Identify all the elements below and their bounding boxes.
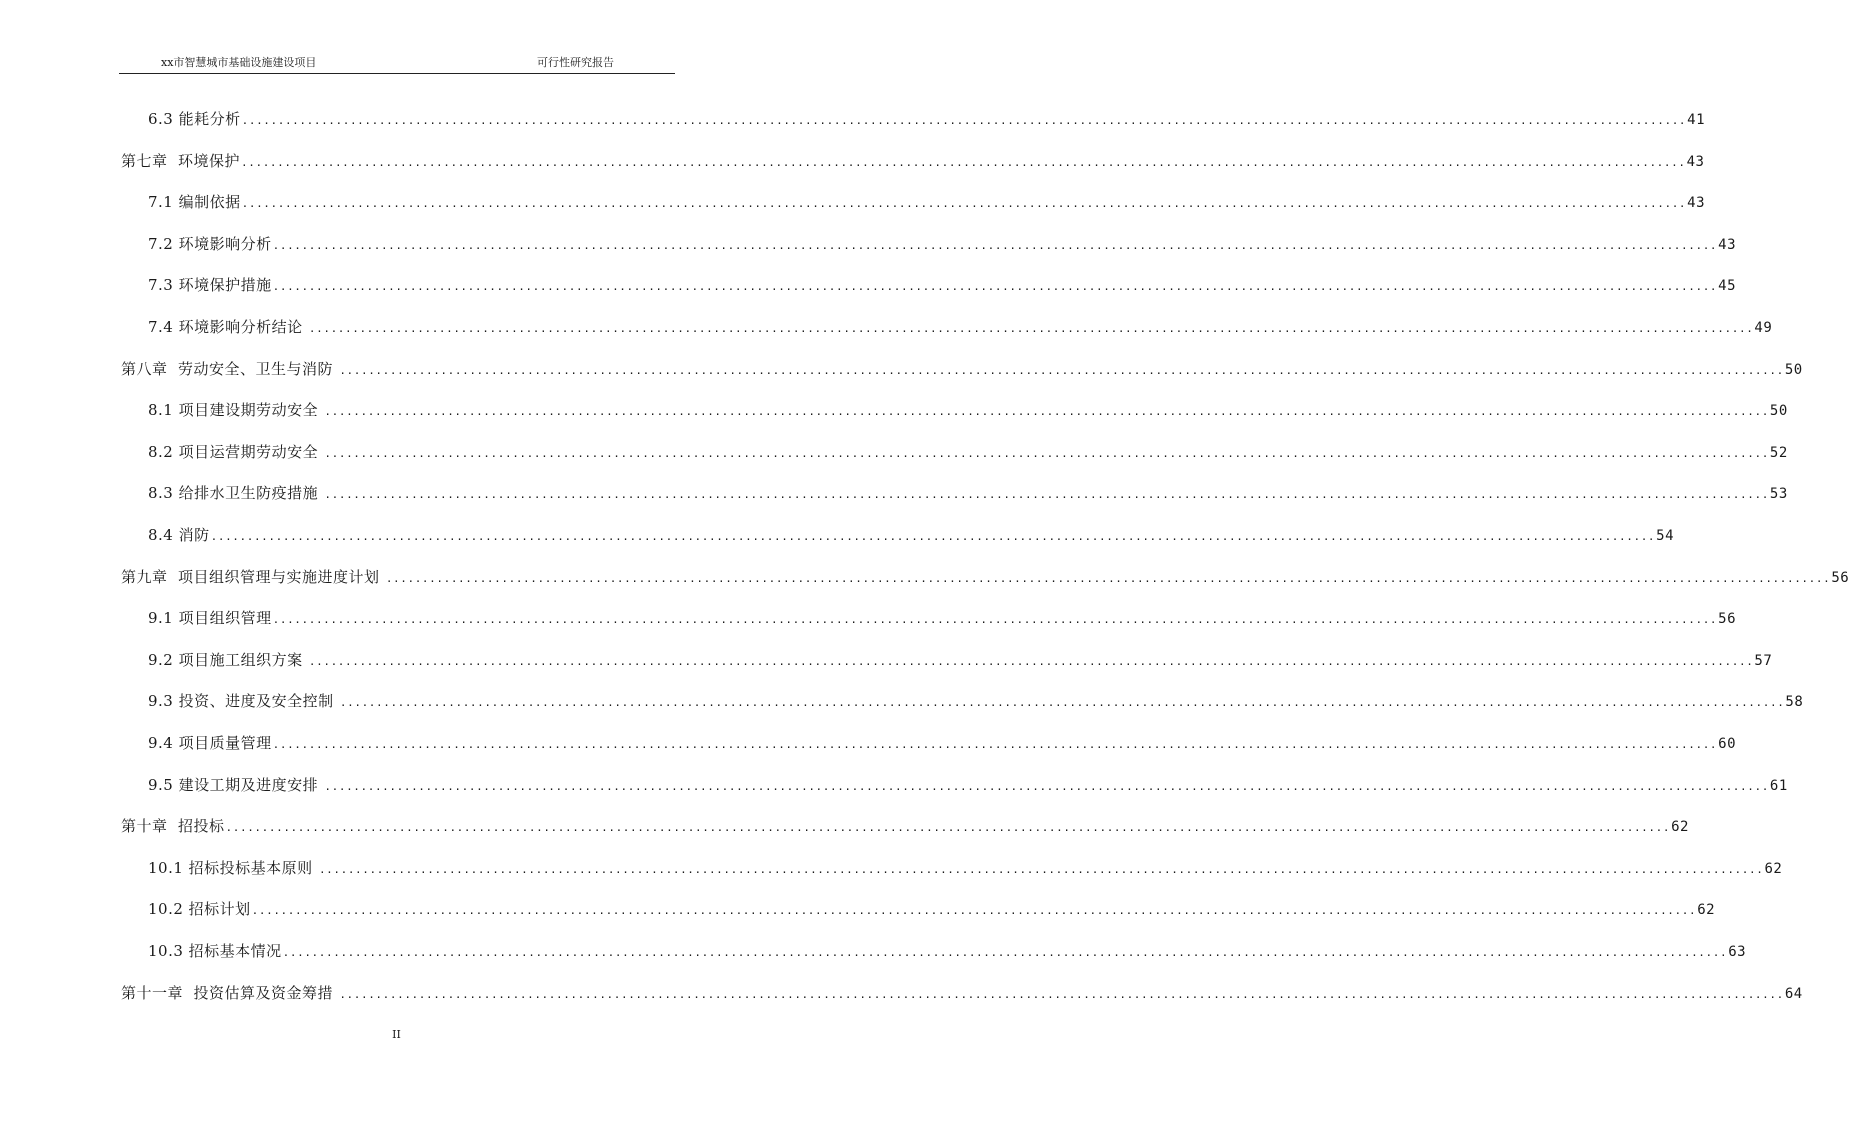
toc-entry-page: 63 — [1728, 944, 1747, 960]
toc-dot-leader: ........................................................................................................................................................................................................ — [324, 780, 1769, 793]
toc-dot-leader: ........................................................................................................................................................................................................ — [308, 655, 1754, 668]
toc-entry-page: 43 — [1687, 195, 1705, 211]
toc-dot-leader: ........................................................................................................................................................................................................ — [385, 572, 1831, 585]
toc-entry-label: 9.3 投资、进度及安全控制 — [148, 692, 339, 710]
toc-dot-leader: ........................................................................................................................................................................................................ — [251, 904, 1697, 917]
toc-section-entry[interactable] — [148, 648, 1773, 672]
toc-section-entry[interactable] — [148, 897, 1716, 921]
toc-dot-leader: ........................................................................................................................................................................................................ — [324, 488, 1769, 501]
toc-section-entry[interactable] — [148, 190, 1705, 214]
toc-entry-label: 7.1 编制依据 — [148, 193, 241, 211]
toc-dot-leader: ........................................................................................................................................................................................................ — [272, 613, 1718, 626]
toc-section-entry[interactable] — [148, 481, 1788, 505]
toc-section-entry[interactable] — [148, 232, 1736, 256]
header-divider — [119, 73, 675, 74]
toc-section-entry[interactable] — [148, 856, 1783, 880]
toc-dot-leader: ........................................................................................................................................................................................................ — [282, 946, 1728, 959]
toc-entry-page: 62 — [1671, 819, 1689, 835]
toc-section-entry[interactable] — [148, 689, 1804, 713]
toc-section-entry[interactable] — [148, 440, 1788, 464]
toc-section-entry[interactable] — [148, 939, 1747, 963]
toc-entry-label: 第十章 招投标 — [121, 817, 225, 835]
toc-entry-page: 62 — [1764, 861, 1783, 877]
toc-entry-page: 54 — [1656, 528, 1674, 544]
toc-dot-leader: ........................................................................................................................................................................................................ — [272, 280, 1718, 293]
page-header — [119, 57, 675, 74]
toc-section-entry[interactable] — [148, 731, 1736, 755]
toc-dot-leader: ........................................................................................................................................................................................................ — [339, 696, 1785, 709]
toc-entry-label: 10.2 招标计划 — [148, 900, 251, 918]
toc-entry-label: 9.4 项目质量管理 — [148, 734, 272, 752]
toc-entry-page: 50 — [1784, 362, 1803, 378]
toc-section-entry[interactable] — [148, 398, 1788, 422]
toc-dot-leader: ........................................................................................................................................................................................................ — [225, 821, 1671, 834]
toc-section-entry[interactable] — [148, 315, 1773, 339]
toc-entry-page: 62 — [1697, 902, 1716, 918]
toc-entry-page: 41 — [1687, 112, 1705, 128]
toc-section-entry[interactable] — [148, 107, 1705, 131]
toc-entry-label: 7.2 环境影响分析 — [148, 235, 272, 253]
toc-chapter-entry[interactable] — [121, 981, 1803, 1005]
toc-entry-page: 56 — [1718, 611, 1736, 627]
toc-section-entry[interactable] — [148, 273, 1736, 297]
toc-entry-page: 64 — [1784, 986, 1803, 1002]
toc-section-entry[interactable] — [148, 773, 1788, 797]
toc-dot-leader: ........................................................................................................................................................................................................ — [272, 738, 1718, 751]
toc-entry-page: 58 — [1785, 694, 1804, 710]
toc-entry-label: 第十一章 投资估算及资金筹措 — [121, 984, 339, 1002]
toc-entry-label: 9.5 建设工期及进度安排 — [148, 776, 324, 794]
toc-entry-label: 第七章 环境保护 — [121, 152, 241, 170]
toc-chapter-entry[interactable] — [121, 565, 1849, 589]
toc-entry-label: 10.3 招标基本情况 — [148, 942, 282, 960]
toc-entry-page: 52 — [1769, 445, 1788, 461]
toc-entry-label: 6.3 能耗分析 — [148, 110, 241, 128]
toc-entry-page: 43 — [1686, 154, 1705, 170]
toc-chapter-entry[interactable] — [121, 357, 1803, 381]
toc-dot-leader: ........................................................................................................................................................................................................ — [241, 114, 1687, 127]
toc-dot-leader: ........................................................................................................................................................................................................ — [339, 988, 1784, 1001]
header-report-type: 可行性研究报告 — [537, 56, 614, 69]
header-project-title: xx市智慧城市基础设施建设项目 — [161, 56, 317, 69]
toc-entry-page: 56 — [1831, 570, 1849, 586]
toc-entry-label: 8.4 消防 — [148, 526, 210, 544]
toc-entry-label: 9.1 项目组织管理 — [148, 609, 272, 627]
toc-dot-leader: ........................................................................................................................................................................................................ — [272, 239, 1718, 252]
toc-chapter-entry[interactable] — [121, 814, 1689, 838]
toc-dot-leader: ........................................................................................................................................................................................................ — [324, 405, 1769, 418]
toc-entry-label: 8.1 项目建设期劳动安全 — [148, 401, 324, 419]
toc-entry-label: 7.4 环境影响分析结论 — [148, 318, 308, 336]
toc-entry-label: 第九章 项目组织管理与实施进度计划 — [121, 568, 385, 586]
toc-entry-page: 50 — [1769, 403, 1788, 419]
toc-dot-leader: ........................................................................................................................................................................................................ — [324, 447, 1769, 460]
toc-entry-label: 7.3 环境保护措施 — [148, 276, 272, 294]
toc-dot-leader: ........................................................................................................................................................................................................ — [339, 364, 1784, 377]
toc-dot-leader: ........................................................................................................................................................................................................ — [308, 322, 1754, 335]
toc-entry-label: 第八章 劳动安全、卫生与消防 — [121, 360, 339, 378]
toc-dot-leader: ........................................................................................................................................................................................................ — [318, 863, 1764, 876]
toc-section-entry[interactable] — [148, 523, 1674, 547]
toc-section-entry[interactable] — [148, 606, 1736, 630]
toc-dot-leader: ........................................................................................................................................................................................................ — [241, 197, 1687, 210]
toc-entry-page: 45 — [1718, 278, 1736, 294]
toc-entry-label: 10.1 招标投标基本原则 — [148, 859, 318, 877]
toc-entry-page: 57 — [1754, 653, 1773, 669]
toc-entry-page: 53 — [1769, 486, 1788, 502]
toc-entry-page: 43 — [1718, 237, 1736, 253]
page-number: II — [392, 1028, 401, 1041]
toc-entry-page: 61 — [1769, 778, 1788, 794]
toc-dot-leader: ........................................................................................................................................................................................................ — [241, 156, 1686, 169]
toc-entry-label: 8.2 项目运营期劳动安全 — [148, 443, 324, 461]
toc-entry-page: 49 — [1754, 320, 1773, 336]
toc-entry-page: 60 — [1718, 736, 1736, 752]
toc-entry-label: 8.3 给排水卫生防疫措施 — [148, 484, 324, 502]
toc-dot-leader: ........................................................................................................................................................................................................ — [210, 530, 1656, 543]
toc-chapter-entry[interactable] — [121, 149, 1705, 173]
toc-entry-label: 9.2 项目施工组织方案 — [148, 651, 308, 669]
